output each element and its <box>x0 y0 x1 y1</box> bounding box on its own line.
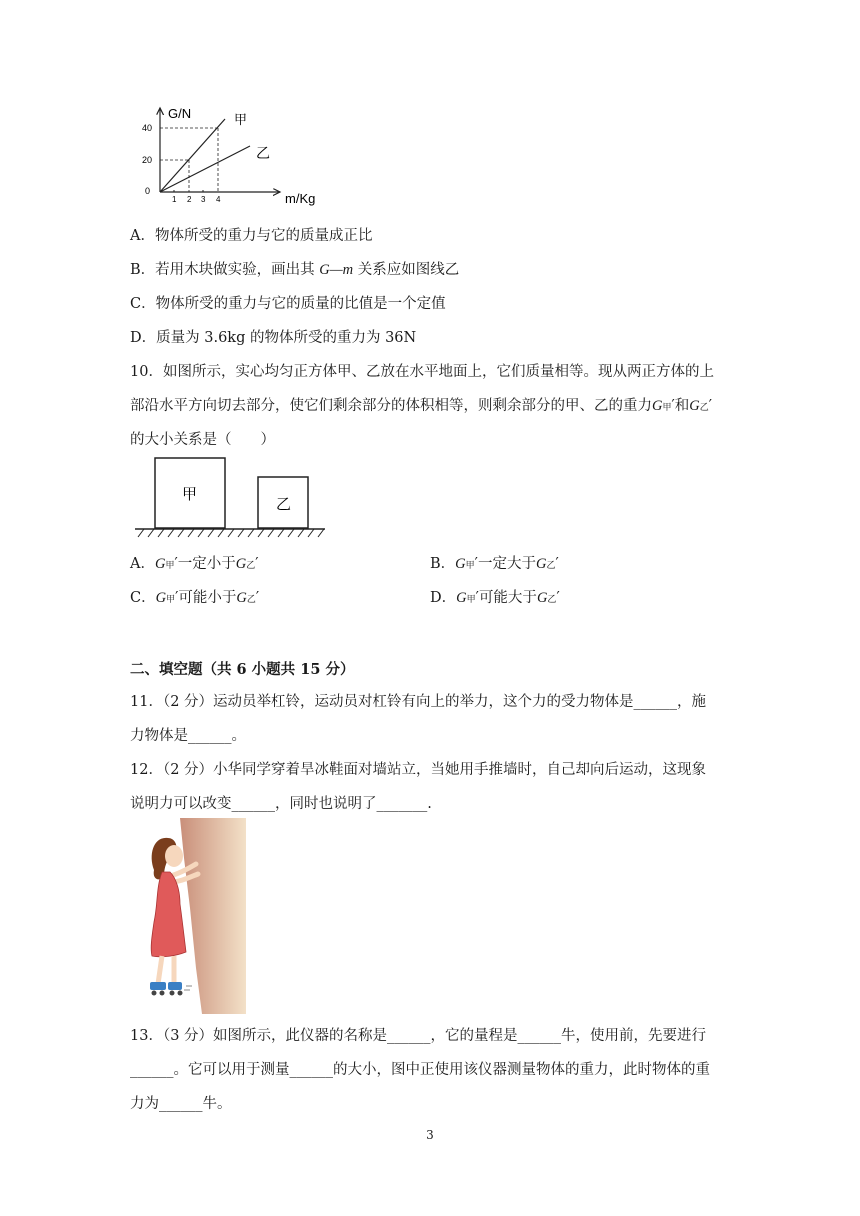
q9-option-a: A．物体所受的重力与它的质量成正比 <box>130 228 373 244</box>
line-yi <box>160 146 250 192</box>
q9-option-b: B．若用木块做实验，画出其 G—m 关系应如图线乙 <box>130 262 460 278</box>
q9-option-c: C．物体所受的重力与它的质量的比值是一个定值 <box>130 296 446 312</box>
y-tick-20: 20 <box>142 155 153 165</box>
cube-yi-label: 乙 <box>276 496 292 513</box>
line-yi-label: 乙 <box>256 145 270 161</box>
y-axis-label: G/N <box>168 106 192 121</box>
x-tick-1: 1 <box>172 195 177 204</box>
girl-pushing-wall-illustration <box>140 818 248 1014</box>
q11-line1: 11．（2 分）运动员举杠铃，运动员对杠铃有向上的举力，这个力的受力物体是______，施 <box>130 694 707 710</box>
wall <box>180 818 246 1014</box>
gravity-mass-graph <box>130 100 350 210</box>
q10-option-d: D．G甲′可能大于G乙′ <box>430 590 560 606</box>
q10-stem-line2: 部沿水平方向切去部分，使它们剩余部分的体积相等，则剩余部分的甲、乙的重力G甲′和G乙′ <box>130 398 713 414</box>
q9-option-d: D．质量为 3.6kg 的物体所受的重力为 36N <box>130 330 417 346</box>
cube-jia-label: 甲 <box>182 486 198 503</box>
q13-line1: 13．（3 分）如图所示，此仪器的名称是______，它的量程是______牛，使用前，先要进行 <box>130 1028 707 1044</box>
line-jia <box>160 119 225 192</box>
q10-stem-line3: 的大小关系是（ ） <box>130 432 275 448</box>
q12-line1: 12．（2 分）小华同学穿着旱冰鞋面对墙站立，当她用手推墙时，自己却向后运动，这现象 <box>130 762 707 778</box>
girl-dress <box>151 872 186 957</box>
x-tick-3: 3 <box>201 195 206 204</box>
q11-line2: 力物体是______。 <box>130 728 246 744</box>
y-tick-0: 0 <box>145 186 151 196</box>
q10-option-c: C．G甲′可能小于G乙′ <box>130 590 260 606</box>
q13-line3: 力为______牛。 <box>130 1096 232 1112</box>
x-tick-4: 4 <box>216 195 221 204</box>
cubes-figure <box>130 452 330 542</box>
section-title-fill-blank: 二、填空题（共 6 小题共 15 分） <box>130 661 355 678</box>
roller-skate <box>150 982 166 990</box>
girl-face <box>165 845 183 867</box>
x-tick-2: 2 <box>187 195 192 204</box>
q10-stem-line1: 10．如图所示，实心均匀正方体甲、乙放在水平地面上，它们质量相等。现从两正方体的上 <box>130 364 714 380</box>
q10-option-a: A．G甲′一定小于G乙′ <box>130 556 259 572</box>
q10-option-b: B．G甲′一定大于G乙′ <box>430 556 559 572</box>
q12-line2: 说明力可以改变______，同时也说明了_______. <box>130 796 432 812</box>
y-tick-40: 40 <box>142 123 153 133</box>
q13-line2: ______。它可以用于测量______的大小，图中正使用该仪器测量物体的重力，此时物体的重 <box>130 1062 710 1078</box>
page-number: 3 <box>426 1128 434 1142</box>
x-axis-label: m/Kg <box>285 191 316 206</box>
line-jia-label: 甲 <box>234 112 248 127</box>
